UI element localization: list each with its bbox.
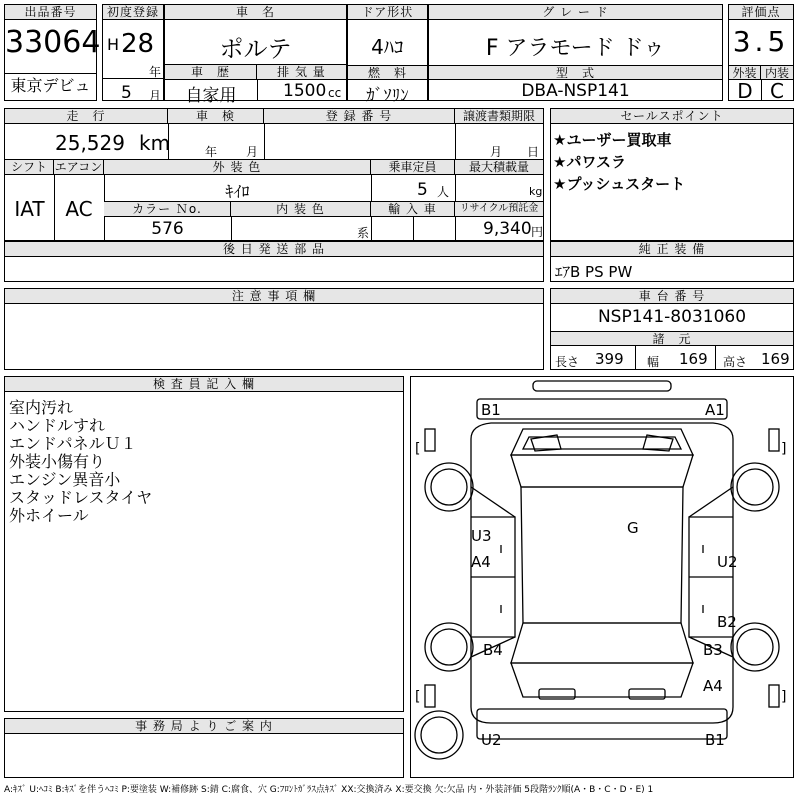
- color-no: 576: [151, 219, 184, 239]
- load-label: 最大積載量: [455, 160, 543, 175]
- era: H: [107, 35, 120, 54]
- damage-mark: B3: [703, 641, 723, 659]
- damage-mark: U2: [717, 553, 738, 571]
- damage-mark: A4: [703, 677, 723, 695]
- car-diagram: [410, 376, 794, 778]
- office-label: 事 務 局 よ り ご 案 内: [5, 719, 403, 734]
- sales-point: ★パワスラ: [553, 153, 626, 171]
- model: DBA-NSP141: [521, 81, 630, 101]
- wheel-fr: [731, 463, 779, 511]
- bracket: ]: [781, 441, 787, 457]
- wheel-rl: [425, 623, 473, 671]
- wheel-fl: [425, 463, 473, 511]
- dims-label: 諸 元: [551, 331, 793, 346]
- car-diagram-svg: [411, 377, 793, 777]
- chassis-label: 車 台 番 号: [551, 289, 793, 304]
- later-parts-box: [4, 241, 544, 282]
- rear-bumper: [477, 709, 727, 739]
- damage-mark: U3: [471, 527, 492, 545]
- displacement-label: 排 気 量: [257, 65, 346, 80]
- inspection-month-unit: 月: [246, 145, 259, 159]
- sales-label: セールスポイント: [551, 109, 793, 124]
- height-label: 高さ: [723, 355, 748, 369]
- length-label: 長さ: [555, 355, 580, 369]
- car-name-label: 車 名: [165, 5, 346, 20]
- score: 3.5: [732, 25, 790, 58]
- transfer-day-unit: 日: [527, 145, 540, 159]
- legend: A:ｷｽﾞ U:ﾍｺﾐ B:ｷｽﾞを伴うﾍｺﾐ P:要塗装 W:補修跡 S:錆 C:腐食、穴 G:ﾌﾛﾝﾄｶﾞﾗｽ点ｷｽﾞ XX:交換済み X:要交換 欠:欠品 内・外装評価 5段階ﾗﾝｸ順(A・B・C・D・E) 1: [4, 785, 654, 795]
- int-grade: C: [770, 79, 784, 103]
- displacement: 1500: [283, 81, 327, 101]
- rear-window: [511, 623, 693, 663]
- inspector-line: ハンドルすれ: [9, 416, 106, 435]
- wheel-rr: [731, 623, 779, 671]
- score-box: [728, 4, 794, 101]
- int-label: 内装: [761, 65, 793, 80]
- inspector-label: 検 査 員 記 入 欄: [5, 377, 403, 392]
- chassis-box: [550, 288, 794, 370]
- reg-year: 28: [121, 29, 155, 59]
- damage-mark: B2: [717, 613, 737, 631]
- mileage-unit: km: [139, 131, 171, 155]
- equipment-label: 純 正 装 備: [551, 242, 793, 257]
- inspection-label: 車 検: [168, 109, 264, 124]
- capacity-label: 乗車定員: [371, 160, 455, 175]
- length: 399: [595, 350, 624, 368]
- car-name-box: [164, 4, 347, 106]
- capacity: 5: [417, 180, 428, 200]
- first-reg-label: 初度登録: [103, 5, 163, 20]
- front-bumper-bar: [533, 381, 671, 391]
- shift: IAT: [14, 197, 45, 221]
- transfer-label: 譲渡書類期限: [455, 109, 543, 124]
- bracket: [: [415, 689, 421, 705]
- first-reg-box: [102, 4, 164, 101]
- fuel: ｶﾞｿﾘﾝ: [366, 86, 409, 106]
- displacement-unit: cc: [328, 86, 342, 100]
- sales-box: [550, 108, 794, 241]
- door-label: ドア形状: [348, 5, 427, 20]
- notes-label: 注 意 事 項 欄: [5, 289, 543, 304]
- office-box: [4, 718, 404, 778]
- mileage: 25,529: [55, 131, 125, 155]
- capacity-unit: 人: [437, 185, 450, 199]
- recycle-label: リサイクル預託金: [455, 202, 543, 217]
- width-label: 幅: [647, 355, 660, 369]
- shift-label: シフト: [5, 160, 54, 175]
- grade: F アラモード ドゥ: [485, 36, 666, 61]
- score-label: 評価点: [729, 5, 793, 20]
- history: 自家用: [185, 86, 237, 106]
- damage-mark: G: [627, 519, 639, 537]
- windshield: [511, 455, 693, 487]
- trunk: [511, 663, 693, 697]
- width: 169: [679, 350, 708, 368]
- interior-unit: 系: [357, 226, 370, 240]
- bracket: [: [415, 441, 421, 457]
- lot-label: 出品番号: [5, 5, 96, 20]
- grade-box: [428, 4, 723, 101]
- damage-mark: A4: [471, 553, 491, 571]
- notes-box: [4, 288, 544, 370]
- load-unit: kg: [529, 185, 543, 198]
- mileage-label: 走 行: [5, 109, 168, 124]
- history-label: 車 歴: [165, 65, 257, 80]
- venue: 東京デビュ: [5, 73, 96, 98]
- ext-grade: D: [737, 79, 753, 103]
- model-label: 型 式: [429, 65, 722, 80]
- damage-mark: B1: [705, 731, 725, 749]
- exterior-color-label: 外 装 色: [104, 160, 371, 175]
- reg-no-label: 登 録 番 号: [264, 109, 455, 124]
- damage-mark: A1: [705, 401, 725, 419]
- inspection-year-unit: 年: [205, 145, 218, 159]
- inspector-line: 室内汚れ: [9, 398, 74, 417]
- lot-number: 33064: [5, 25, 101, 60]
- car-name: ポルテ: [219, 35, 292, 63]
- ac-label: エアコン: [54, 160, 103, 174]
- grade-label: グ レ ー ド: [429, 5, 722, 20]
- spec-grid: [4, 108, 544, 241]
- inspector-line: 外装小傷有り: [9, 452, 106, 471]
- inspector-line: エンドパネルＵ１: [9, 434, 137, 453]
- inspector-line: エンジン異音小: [9, 470, 121, 489]
- height: 169: [761, 350, 790, 368]
- year-unit: 年: [149, 65, 162, 79]
- body-outline: [471, 423, 733, 723]
- recycle-unit: 円: [531, 225, 544, 239]
- ext-label: 外装: [729, 65, 761, 80]
- spare-wheel: [415, 711, 463, 759]
- equipment: ｴｱB PS PW: [555, 263, 633, 281]
- front-bumper: [477, 399, 727, 419]
- sales-point: ★プッシュスタート: [553, 175, 686, 193]
- door: 4ﾊｺ: [371, 35, 404, 59]
- bracket: ]: [781, 689, 787, 705]
- inspector-box: [4, 376, 404, 712]
- recycle: 9,340: [483, 219, 532, 239]
- inspector-line: スタッドレスタイヤ: [9, 488, 153, 507]
- damage-mark: B1: [481, 401, 501, 419]
- door-box: [347, 4, 428, 106]
- roof: [521, 487, 683, 623]
- color-no-label: カラー Ｎo.: [104, 202, 231, 217]
- inspector-line: 外ホイール: [9, 506, 89, 525]
- ac: AC: [65, 197, 93, 221]
- lot-box: [4, 4, 101, 101]
- transfer-month-unit: 月: [490, 145, 503, 159]
- equipment-box: [550, 241, 794, 282]
- exterior-color: ｷｲﾛ: [225, 182, 250, 201]
- reg-month: 5: [121, 83, 132, 103]
- month-unit: 月: [149, 89, 162, 103]
- chassis: NSP141-8031060: [597, 307, 747, 327]
- sales-point: ★ユーザー買取車: [553, 131, 672, 149]
- fuel-label: 燃 料: [348, 65, 427, 80]
- later-parts-label: 後 日 発 送 部 品: [5, 242, 543, 257]
- damage-mark: B4: [483, 641, 503, 659]
- import-label: 輸 入 車: [371, 202, 455, 217]
- damage-mark: U2: [481, 731, 502, 749]
- interior-color-label: 内 装 色: [231, 202, 371, 217]
